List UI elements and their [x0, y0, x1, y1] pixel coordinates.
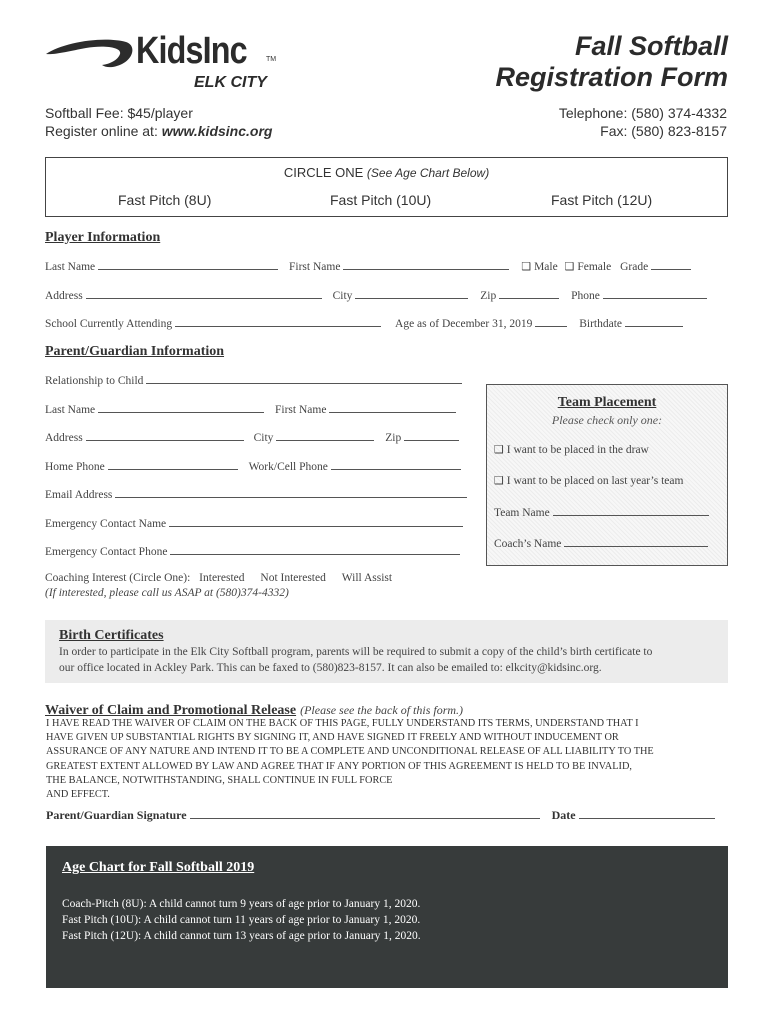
telephone: Telephone: (580) 374-4332 — [558, 105, 727, 121]
parent-first-name-field[interactable] — [329, 402, 456, 413]
player-info-heading: Player Information — [45, 230, 161, 245]
team-name-field[interactable] — [553, 505, 709, 516]
age-chart-line-12u: Fast Pitch (12U): A child cannot turn 13 years of age prior to January 1, 2020. — [62, 930, 421, 942]
player-row-school: School Currently Attending Age as of December 31, 2019 Birthdate — [45, 316, 686, 330]
age-chart-line-10u: Fast Pitch (10U): A child cannot turn 11 years of age prior to January 1, 2020. — [62, 914, 421, 926]
relationship-field[interactable] — [146, 373, 462, 384]
parent-row-emergency-name: Emergency Contact Name — [45, 516, 466, 530]
coaching-option-not-interested[interactable]: Not Interested — [260, 572, 326, 584]
team-placement-heading: Team Placement — [557, 395, 657, 410]
player-row-name: Last Name First Name ❑ Male ❑ Female Grade — [45, 259, 694, 273]
form-title — [495, 31, 728, 93]
birth-certificates-line2: our office located in Ackley Park. This can be faxed to (580)823-8157. It can also be emailed to: elkcity@kidsinc.org. — [59, 662, 602, 674]
birth-certificates-line1: In order to participate in the Elk City Softball program, parents will be required to submit a copy of the child’s birth certificate to — [59, 646, 653, 658]
age-chart-text — [62, 896, 421, 944]
signature-field[interactable] — [190, 808, 540, 819]
player-grade-field[interactable] — [651, 259, 691, 270]
team-placement-box — [486, 384, 728, 566]
player-birthdate-field[interactable] — [625, 316, 683, 327]
draw-checkbox[interactable]: ❑ — [494, 443, 504, 456]
parent-address-field[interactable] — [86, 430, 244, 441]
fee-info — [45, 104, 272, 140]
form-title-line2: Registration Form — [495, 62, 728, 92]
player-address-field[interactable] — [86, 288, 322, 299]
parent-info-heading: Parent/Guardian Information — [45, 344, 225, 359]
waiver-text: I HAVE READ THE WAIVER OF CLAIM ON THE BACK OF THIS PAGE, FULLY UNDERSTAND ITS TERMS, UNDERSTAND THAT I HAVE GIVEN UP SUBSTANTIAL RIGHTS BY SIGNING IT, AND HAVE SIGNED IT FREELY AND WITHOUT INDUCEMENT OR ASSURANCE OF ANY NATURE AND INTEND IT TO BE A COMPLETE AND UNCONDITIONAL RELEASE OF ALL LIABILITY TO THE GREATEST EXTENT ALLOWED BY LAW AND AGREE THAT IF ANY PORTION OF THIS AGREEMENT IS HELD TO BE INVALID, THE BALANCE, NOTWITHSTANDING, SHALL CONTINUE IN FULL FORCE AND EFFECT. — [46, 718, 654, 801]
parent-row-email: Email Address — [45, 487, 470, 501]
circle-one-box — [45, 157, 728, 217]
email-field[interactable] — [115, 487, 467, 498]
age-chart-heading: Age Chart for Fall Softball 2019 — [62, 860, 255, 875]
signature-row: Parent/Guardian Signature Date — [46, 808, 718, 823]
player-school-field[interactable] — [175, 316, 381, 327]
parent-city-field[interactable] — [276, 430, 374, 441]
trademark-mark: TM — [266, 56, 277, 63]
player-city-field[interactable] — [355, 288, 468, 299]
parent-row-emergency-phone: Emergency Contact Phone — [45, 544, 463, 558]
coach-name-field[interactable] — [564, 536, 708, 547]
player-phone-field[interactable] — [603, 288, 707, 299]
player-row-address: Address City Zip Phone — [45, 288, 710, 302]
option-fast-pitch-8u[interactable]: Fast Pitch (8U) — [118, 192, 212, 208]
player-first-name-field[interactable] — [343, 259, 509, 270]
form-title-line1: Fall Softball — [574, 31, 728, 61]
contact-info — [559, 104, 727, 140]
parent-row-address: Address City Zip — [45, 430, 462, 444]
logo-text: KidsInc — [136, 30, 247, 72]
option-last-year-row: ❑ I want to be placed on last year’s team — [494, 474, 684, 487]
parent-last-name-field[interactable] — [98, 402, 264, 413]
team-placement-subheading: Please check only one: — [551, 413, 663, 427]
parent-row-name: Last Name First Name — [45, 402, 459, 416]
work-phone-field[interactable] — [331, 459, 461, 470]
fax: Fax: (580) 823-8157 — [600, 123, 727, 139]
parent-zip-field[interactable] — [404, 430, 459, 441]
age-chart-line-8u: Coach-Pitch (8U): A child cannot turn 9 years of age prior to January 1, 2020. — [62, 898, 421, 910]
kidsinc-logo — [44, 30, 294, 96]
birth-certificates-heading: Birth Certificates — [59, 628, 164, 643]
option-draw-row: ❑ I want to be placed in the draw — [494, 443, 649, 456]
coaching-option-will-assist[interactable]: Will Assist — [341, 572, 393, 584]
parent-row-relationship: Relationship to Child — [45, 373, 465, 387]
coaching-note: (If interested, please call us ASAP at (580)374-4332) — [45, 587, 289, 599]
age-chart-panel — [46, 846, 728, 988]
player-last-name-field[interactable] — [98, 259, 278, 270]
home-phone-field[interactable] — [108, 459, 238, 470]
option-fast-pitch-10u[interactable]: Fast Pitch (10U) — [330, 192, 432, 208]
player-zip-field[interactable] — [499, 288, 559, 299]
softball-fee: Softball Fee: $45/player — [45, 105, 193, 121]
register-url: www.kidsinc.org — [161, 123, 273, 139]
coaching-option-interested[interactable]: Interested — [199, 572, 245, 584]
team-name-row: Team Name — [494, 505, 712, 519]
date-field[interactable] — [579, 808, 715, 819]
player-age-field[interactable] — [535, 316, 567, 327]
option-fast-pitch-12u[interactable]: Fast Pitch (12U) — [551, 192, 653, 208]
last-year-team-checkbox[interactable]: ❑ — [494, 474, 504, 487]
waiver-heading: Waiver of Claim and Promotional Release — [45, 703, 297, 718]
swoosh-icon — [44, 34, 136, 74]
waiver-note: (Please see the back of this form.) — [300, 703, 464, 717]
logo-subtitle: ELK CITY — [194, 74, 267, 91]
circle-one-title: CIRCLE ONE (See Age Chart Below) — [283, 165, 490, 180]
register-online: Register online at: www.kidsinc.org — [45, 123, 273, 139]
female-checkbox[interactable]: ❑ — [564, 260, 575, 273]
coach-name-row: Coach’s Name — [494, 536, 711, 550]
emergency-name-field[interactable] — [169, 516, 463, 527]
male-checkbox[interactable]: ❑ — [521, 260, 532, 273]
parent-row-phone: Home Phone Work/Cell Phone — [45, 459, 464, 473]
coaching-interest: Coaching Interest (Circle One): Interested Not Interested Will Assist — [45, 572, 393, 584]
emergency-phone-field[interactable] — [170, 544, 460, 555]
birth-certificates-panel — [45, 620, 728, 683]
